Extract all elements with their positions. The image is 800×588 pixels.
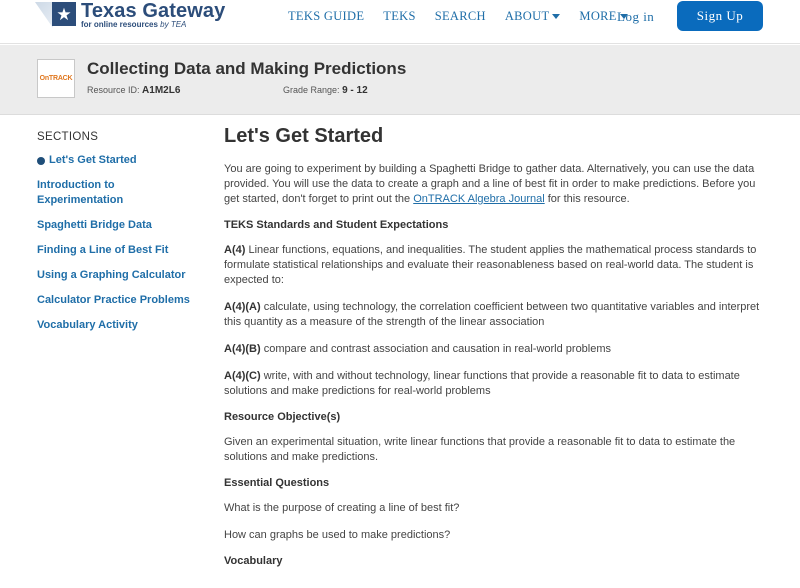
teks-heading: TEKS Standards and Student Expectations [224,219,449,231]
sidebar-item-vocabulary-activity[interactable]: Vocabulary Activity [37,319,138,331]
sidebar-heading: SECTIONS [37,131,99,143]
intro-paragraph: You are going to experiment by building a Spaghetti Bridge to gather data. Alternatively, you can use the data provided. You will use the data to create a graph and a line of best fit in order to make predictions. Before you get started, don't forget to print out the OnTRACK Algebra Journal for this resource. [224,163,756,205]
resource-title: Collecting Data and Making Predictions [87,59,407,78]
vocabulary-heading: Vocabulary [224,555,283,567]
objective-heading: Resource Objective(s) [224,411,341,423]
sidebar-item-spaghetti-data[interactable]: Spaghetti Bridge Data [37,219,152,231]
sidebar-item-practice-problems[interactable]: Calculator Practice Problems [37,294,190,306]
resource-id: Resource ID: A1M2L6 [87,85,181,96]
sidebar-item-line-of-best-fit[interactable]: Finding a Line of Best Fit [37,244,169,256]
sidebar-item-graphing-calculator[interactable]: Using a Graphing Calculator [37,269,186,281]
nav-teks[interactable]: TEKS [383,9,416,23]
logo-subtitle: for online resources by TEA [81,20,187,29]
nav-teks-guide[interactable]: TEKS GUIDE [288,9,365,23]
login-link[interactable]: Log in [617,9,655,24]
algebra-journal-link[interactable]: OnTRACK Algebra Journal [413,193,545,205]
standard-a4c: A(4)(C) write, with and without technology, linear functions that provide a reasonable fit to data to estimate solutions and make predictions for real-world problems [224,370,740,397]
logo-title: Texas Gateway [81,0,226,22]
site-header [0,0,800,44]
nav-search[interactable]: SEARCH [434,9,486,23]
grade-range: Grade Range: 9 - 12 [283,85,368,96]
nav-about[interactable]: ABOUT [505,9,561,24]
chevron-down-icon [552,14,560,19]
resource-header [0,45,800,115]
signup-button[interactable]: Sign Up [677,1,763,31]
objective-text: Given an experimental situation, write linear functions that provide a reasonable fit to data to estimate the solutions and make predictions. [224,436,736,463]
questions-heading: Essential Questions [224,477,330,489]
star-icon: ★ [52,2,76,26]
nav-more[interactable]: MORE [579,9,627,24]
main-content [224,125,769,579]
main-nav [288,9,647,24]
sidebar-item-introduction[interactable]: Introduction to Experimentation [37,179,124,206]
page-title: Let's Get Started [224,125,384,147]
standard-a4: A(4) Linear functions, equations, and inequalities. The student applies the mathematical process standards to formulate statistical relationships and evaluate their reasonableness based on real-world data. The student is expected to: [224,244,757,286]
question-2: How can graphs be used to make predictions? [224,529,451,541]
logo-wedge-icon [35,2,53,28]
standard-a4b: A(4)(B) compare and contrast association and causation in real-world problems [224,343,612,355]
standard-a4a: A(4)(A) calculate, using technology, the correlation coefficient between two quantitative variables and interpret this quantity as a measure of the strength of the linear association [224,301,760,328]
current-section-dot-icon [37,157,45,165]
sidebar-item-lets-get-started[interactable]: Let's Get Started [37,153,207,168]
question-1: What is the purpose of creating a line of best fit? [224,502,460,514]
ontrack-logo-icon: OnTRACK [37,59,75,98]
sections-sidebar [37,131,207,343]
